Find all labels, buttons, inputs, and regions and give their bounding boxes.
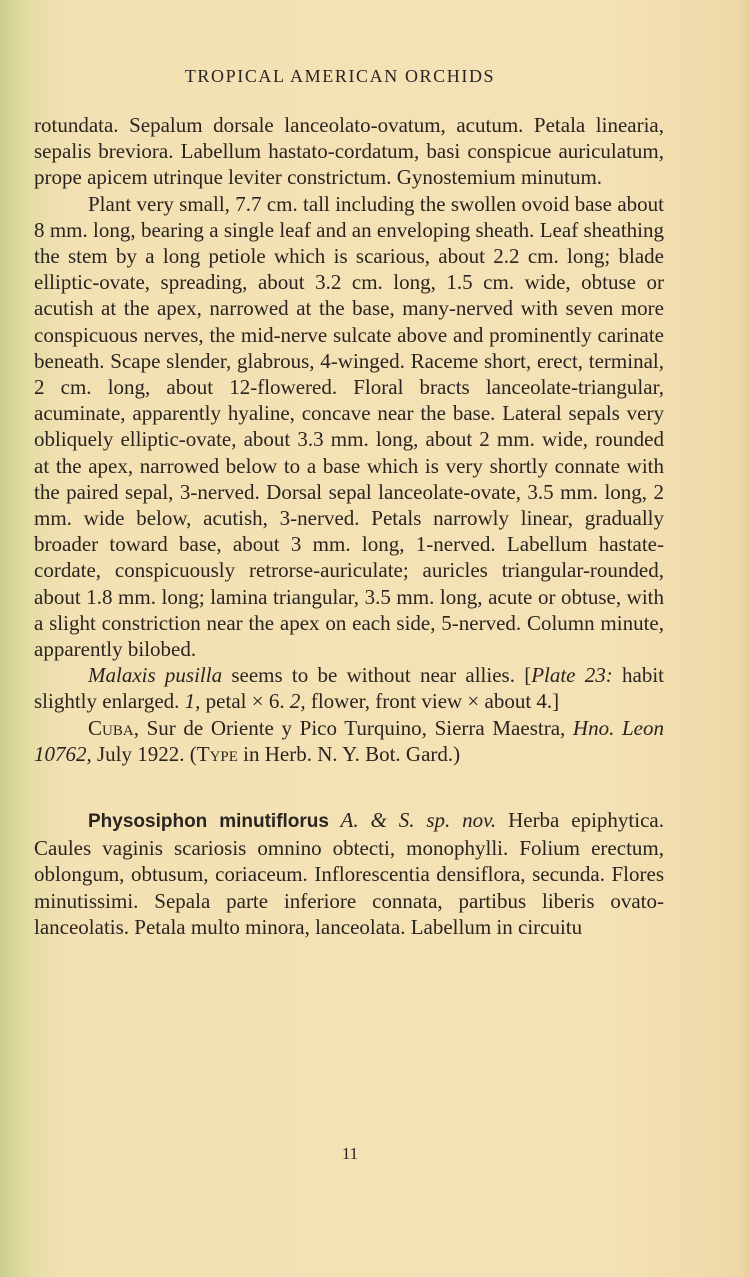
section-gap xyxy=(34,767,664,807)
new-species-description xyxy=(34,807,664,940)
latin-diagnosis: Herba epiphytica. Caules vaginis scariosis omnino obtecti, monophylli. Folium erectum, oblongum, obtusum, coriaceum. Inflorescentia densiflora, secunda. Flores minutissimi. Sepala parte inferiore connata, partibus liberis ovato-lanceolatis. Petala multo minora, lanceolata. Labellum in circuitu xyxy=(34,808,664,939)
collection-date: July 1922. ( xyxy=(91,741,197,766)
plate-caption: habit slightly enlarged. xyxy=(34,663,664,714)
species-authority: A. & S. sp. nov. xyxy=(328,808,497,833)
type-label: Type xyxy=(196,741,238,766)
running-title: TROPICAL AMERICAN ORCHIDS xyxy=(184,66,496,86)
figure-2-ref: 2, xyxy=(289,689,306,714)
page-number: 11 xyxy=(341,1144,359,1163)
locality-text: , Sur de Oriente y Pico Turquino, Sierra Maestra, xyxy=(133,715,573,740)
species-name: Malaxis pusilla xyxy=(88,663,223,688)
figure-1-ref: 1, xyxy=(184,689,201,714)
herbarium-text: in Herb. N. Y. Bot. Gard.) xyxy=(237,741,461,766)
affinity-text: seems to be without near allies. [ xyxy=(222,663,532,688)
collector-number: Hno. Leon 10762, xyxy=(34,715,664,766)
specimen-citation xyxy=(34,715,664,767)
figure-1-caption: petal × 6. xyxy=(200,689,290,714)
english-description: Plant very small, 7.7 cm. tall including the swollen ovoid base about 8 mm. long, bearing a single leaf and an enveloping sheath. Leaf sheathing the stem by a long petiole which is scarious, about 2.2 cm. long; blade elliptic-ovate, spreading, about 3.2 cm. long, 1.5 cm. wide, obtuse or acutish at the apex, narrowed at the base, many-nerved with seven more conspicuous nerves, the mid-nerve sulcate above and prominently carinate beneath. Scape slender, glabrous, 4-winged. Raceme short, erect, terminal, 2 cm. long, about 12-flowered. Floral bracts lanceolate-triangular, acuminate, apparently hyaline, concave near the base. Lateral sepals very obliquely elliptic-ovate, about 3.3 mm. long, about 2 mm. wide, rounded at the apex, narrowed below to a base which is very shortly connate with the paired sepal, 3-nerved. Dorsal sepal lanceolate-ovate, 3.5 mm. long, 2 mm. wide below, acutish, 3-nerved. Petals narrowly linear, gradually broader toward base, about 3 mm. long, 1-nerved. Labellum hastate-cordate, conspicuously retrorse-auriculate; auricles triangular-rounded, about 1.8 mm. long; lamina triangular, 3.5 mm. long, acute or obtuse, with a slight constriction near the apex on each side, 5-nerved. Column minute, apparently bilobed. xyxy=(34,191,664,662)
locality-country: Cuba xyxy=(88,715,134,740)
affinity-note xyxy=(34,662,664,714)
new-species-name: Physosiphon minutiflorus xyxy=(88,811,329,833)
figure-2-caption: flower, front view × about 4.] xyxy=(305,689,560,714)
latin-description-end: rotundata. Sepalum dorsale lanceolato-ovatum, acutum. Petala linearia, sepalis breviora. Labellum hastato-cordatum, basi conspicue auriculatum, prope apicem utrinque leviter constrictum. Gynostemium minutum. xyxy=(34,113,664,190)
page-body xyxy=(34,112,664,940)
plate-reference: Plate 23: xyxy=(531,663,613,688)
